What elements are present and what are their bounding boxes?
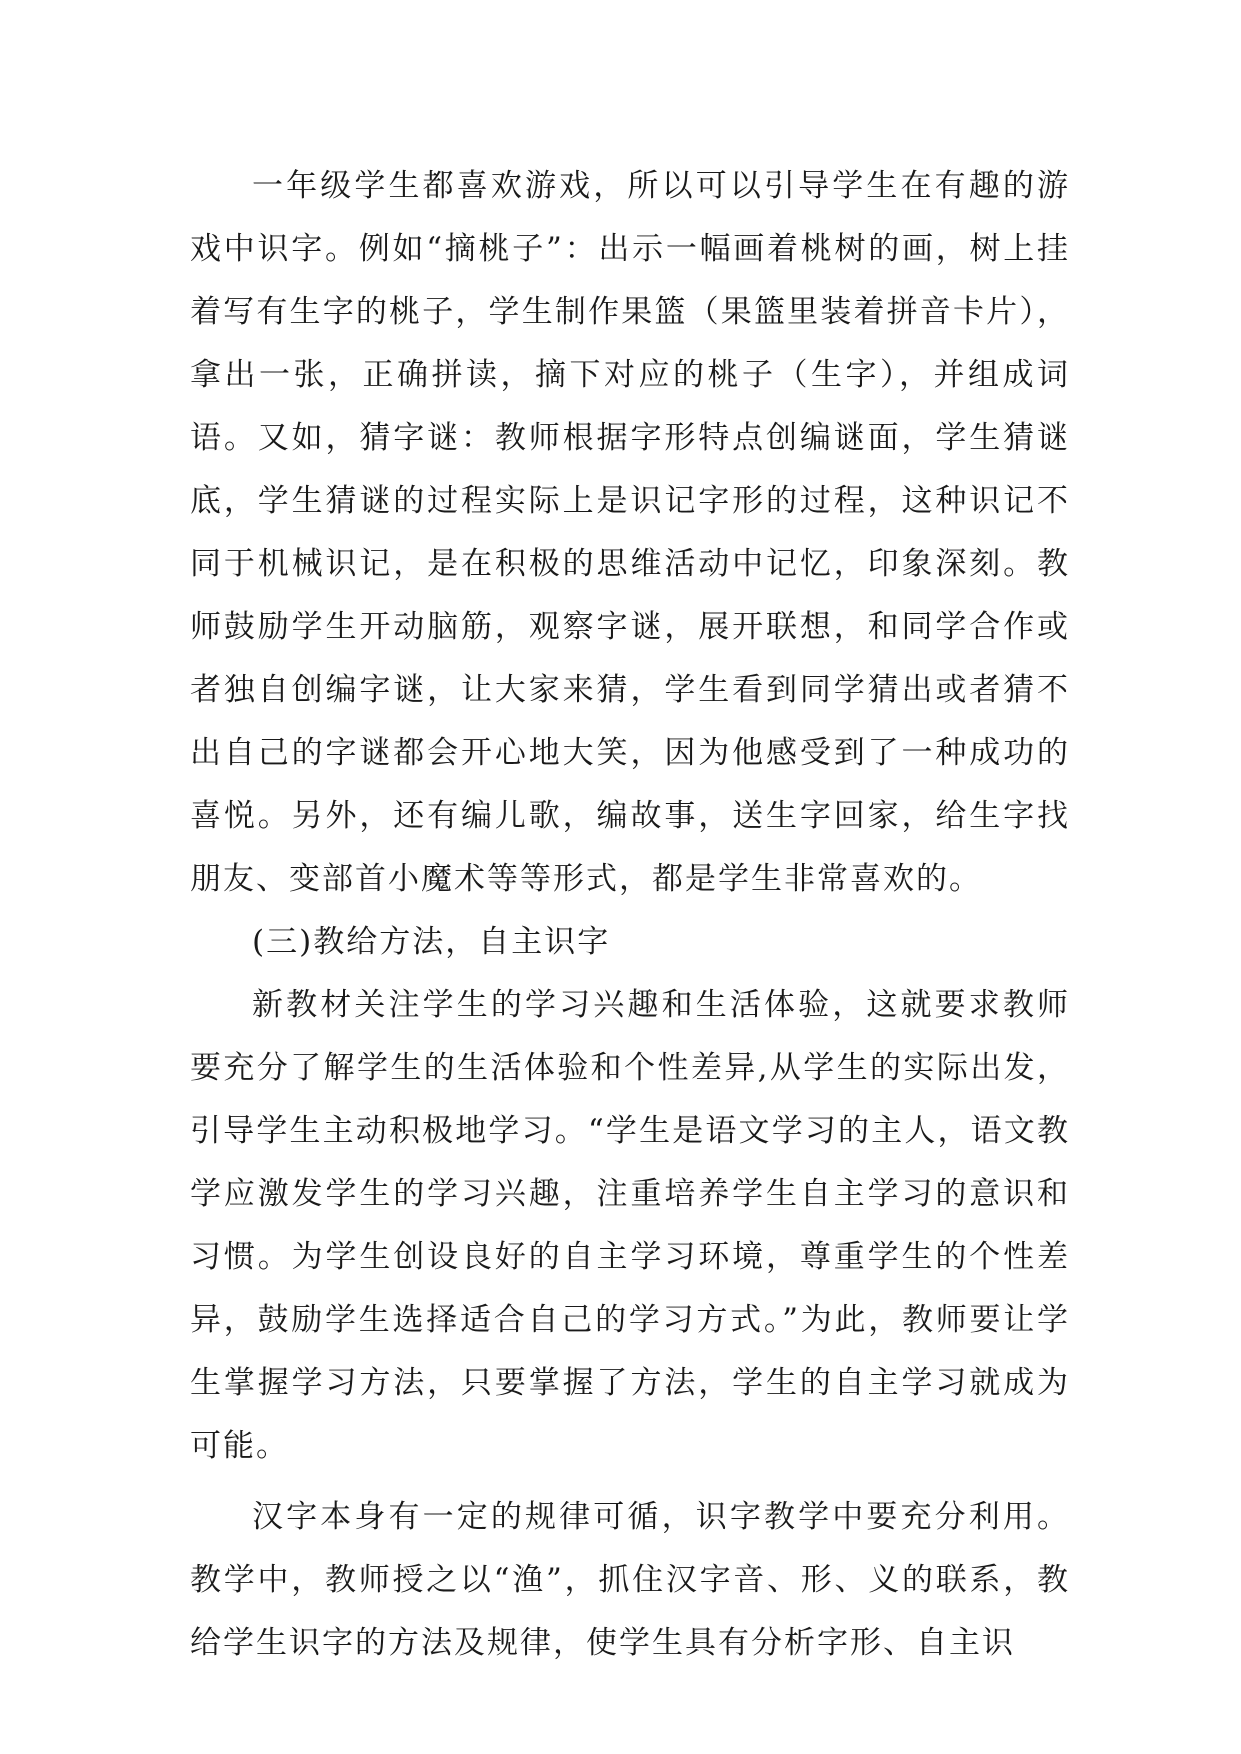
section-heading: (三)教给方法，自主识字 bbox=[252, 924, 611, 960]
paragraph-game-literacy: 一年级学生都喜欢游戏，所以可以引导学生在有趣的游戏中识字。例如“摘桃子”：出示一幅画着桃树的画，树上挂着写有生字的桃子，学生制作果篮（果篮里装着拼音卡片），拿出一张，正确拼读，摘下对应的桃子（生字），并组成词语。又如，猜字谜：教师根据字形特点创编谜面，学生猜谜底，学生猜谜的过程实际上是识记字形的过程，这种识记不同于机械识记，是在积极的思维活动中记忆，印象深刻。教师鼓励学生开动脑筋，观察字谜，展开联想，和同学合作或者独自创编字谜，让大家来猜，学生看到同学猜出或者猜不出自己的字谜都会开心地大笑，因为他感受到了一种成功的喜悦。另外，还有编儿歌，编故事，送生字回家，给生字找朋友、变部首小魔术等等形式，都是学生非常喜欢的。 bbox=[190, 168, 1070, 897]
document-page bbox=[190, 155, 1070, 1675]
paragraph-character-rules: 汉字本身有一定的规律可循，识字教学中要充分利用。教学中，教师授之以“渔”，抓住汉字音、形、义的联系，教给学生识字的方法及规律，使学生具有分析字形、自主识 bbox=[190, 1499, 1070, 1661]
paragraph-new-textbook: 新教材关注学生的学习兴趣和生活体验，这就要求教师要充分了解学生的生活体验和个性差异,从学生的实际出发，引导学生主动积极地学习。“学生是语文学习的主人，语文教学应激发学生的学习兴趣，注重培养学生自主学习的意识和习惯。为学生创设良好的自主学习环境，尊重学生的个性差异，鼓励学生选择适合自己的学习方式。”为此，教师要让学生掌握学习方法，只要掌握了方法，学生的自主学习就成为可能。 bbox=[190, 987, 1070, 1464]
